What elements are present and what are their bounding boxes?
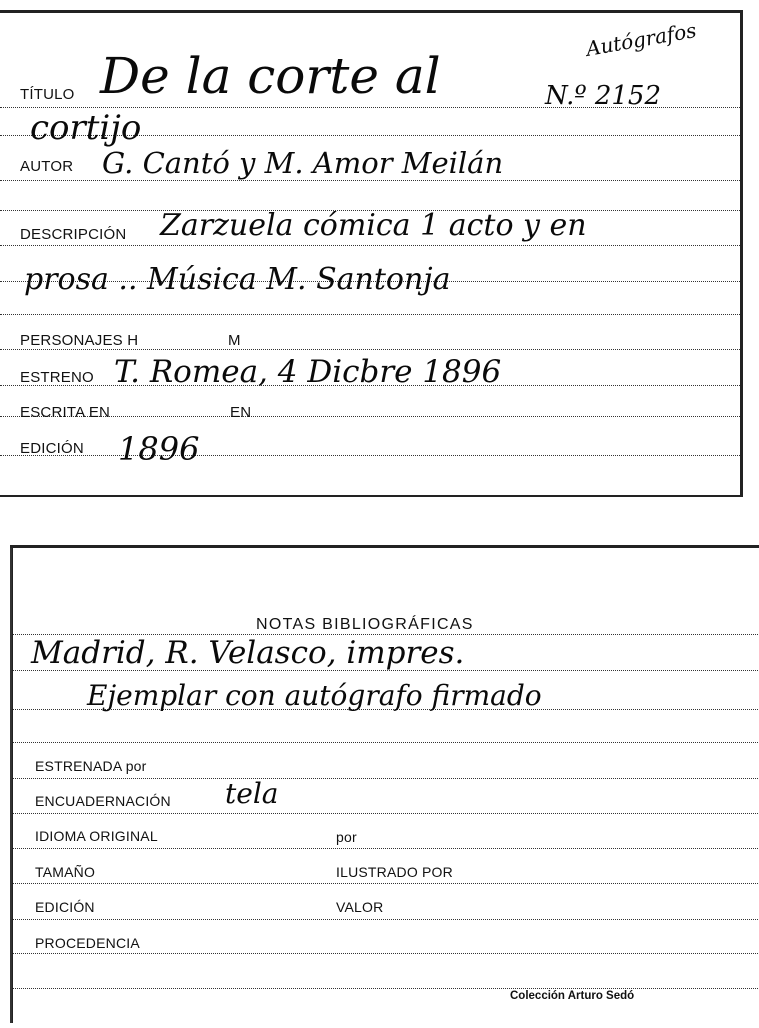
rule-line <box>13 953 759 954</box>
label-personajes: PERSONAJES H <box>20 332 139 349</box>
rule-line <box>0 455 740 456</box>
rule-line <box>13 883 759 884</box>
handwritten-title-line2: cortijo <box>30 108 142 148</box>
handwritten-estreno: T. Romea, 4 Dicbre 1896 <box>114 354 502 390</box>
notes-heading: NOTAS BIBLIOGRÁFICAS <box>256 616 474 633</box>
label-procedencia: PROCEDENCIA <box>35 935 140 951</box>
label-autor: AUTOR <box>20 158 74 175</box>
label-personajes-m: M <box>228 332 241 349</box>
handwritten-description-line2: prosa .. Música M. Santonja <box>24 262 451 297</box>
handwritten-author: G. Cantó y M. Amor Meilán <box>102 146 504 180</box>
rule-line <box>0 349 740 350</box>
handwritten-description-line1: Zarzuela cómica 1 acto y en <box>160 208 587 243</box>
handwritten-encuadernacion: tela <box>225 777 279 810</box>
handwritten-corner-note: Autógrafos <box>584 17 699 61</box>
label-idioma-original: IDIOMA ORIGINAL <box>35 828 158 844</box>
label-por: por <box>336 829 357 845</box>
handwritten-notes-line1: Madrid, R. Velasco, impres. <box>31 635 465 671</box>
rule-line <box>13 778 759 779</box>
label-escrita-en: ESCRITA EN <box>20 404 111 421</box>
label-edicion: EDICIÓN <box>20 440 84 457</box>
rule-line <box>0 245 740 246</box>
label-descripcion: DESCRIPCIÓN <box>20 226 127 243</box>
rule-line <box>13 848 759 849</box>
label-tamano: TAMAÑO <box>35 864 96 880</box>
label-titulo: TÍTULO <box>20 86 75 103</box>
label-en: EN <box>230 404 252 421</box>
label-encuadernacion: ENCUADERNACIÓN <box>35 793 171 809</box>
label-estrenada-por: ESTRENADA por <box>35 758 147 774</box>
rule-line <box>0 314 740 315</box>
catalog-card-top <box>0 10 743 497</box>
handwritten-edicion-year: 1896 <box>118 430 200 468</box>
collection-credit: Colección Arturo Sedó <box>510 990 635 1002</box>
card-left-edge <box>10 548 12 1023</box>
label-ilustrado-por: ILUSTRADO POR <box>336 864 453 880</box>
rule-line <box>13 813 759 814</box>
handwritten-catalog-number: N.º 2152 <box>545 81 662 111</box>
rule-line <box>13 919 759 920</box>
label-valor: VALOR <box>336 899 384 915</box>
handwritten-notes-line2: Ejemplar con autógrafo firmado <box>87 679 542 712</box>
rule-line <box>13 742 759 743</box>
handwritten-title-line1: De la corte al <box>100 47 441 105</box>
label-estreno: ESTRENO <box>20 369 94 386</box>
rule-line <box>13 988 759 989</box>
catalog-card-bottom <box>10 545 759 1023</box>
rule-line <box>0 416 740 417</box>
rule-line <box>0 180 740 181</box>
label-edicion-bottom: EDICIÓN <box>35 899 95 915</box>
